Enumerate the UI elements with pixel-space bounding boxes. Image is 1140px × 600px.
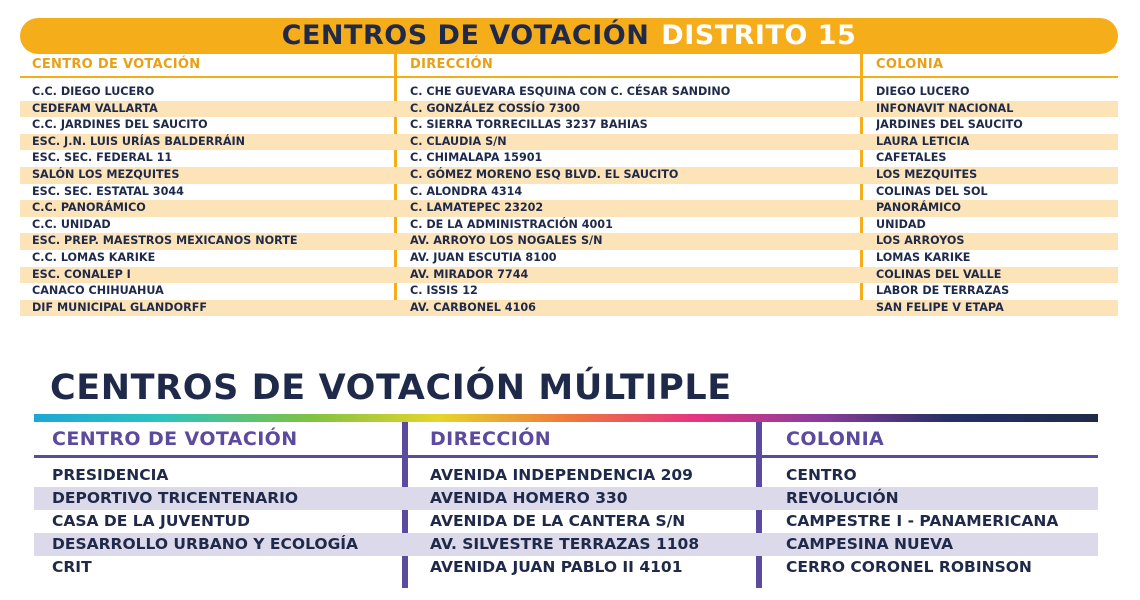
table-row [20, 233, 1118, 250]
cell-direccion: C. CHIMALAPA 15901 [410, 151, 543, 165]
cell-colonia: PANORÁMICO [876, 201, 961, 215]
multiple-header-colonia: COLONIA [786, 428, 885, 450]
table-row [20, 217, 1118, 234]
cell-direccion: AV. SILVESTRE TERRAZAS 1108 [430, 535, 700, 553]
cell-centro: C.C. PANORÁMICO [32, 201, 146, 215]
cell-centro: ESC. SEC. ESTATAL 3044 [32, 184, 184, 198]
cell-direccion: AVENIDA JUAN PABLO II 4101 [430, 558, 683, 576]
cell-direccion: AVENIDA DE LA CANTERA S/N [430, 512, 686, 530]
table-row [20, 184, 1118, 201]
cell-colonia: LOS ARROYOS [876, 234, 965, 248]
cell-direccion: C. LAMATEPEC 23202 [410, 201, 544, 215]
multiple-table [34, 422, 1098, 588]
distrito-title-main: CENTROS DE VOTACIÓN [281, 20, 650, 51]
cell-direccion: AV. ARROYO LOS NOGALES S/N [410, 234, 603, 248]
table-row [20, 150, 1118, 167]
cell-centro: PRESIDENCIA [52, 466, 169, 484]
table-row [20, 200, 1118, 217]
cell-colonia: UNIDAD [876, 217, 926, 231]
table-row [20, 117, 1118, 134]
cell-colonia: CENTRO [786, 466, 857, 484]
distrito-header-centro: CENTRO DE VOTACIÓN [32, 57, 201, 72]
cell-direccion: AV. MIRADOR 7744 [410, 267, 529, 281]
cell-colonia: REVOLUCIÓN [786, 489, 899, 507]
cell-centro: DIF MUNICIPAL GLANDORFF [32, 300, 207, 314]
cell-direccion: AVENIDA HOMERO 330 [430, 489, 628, 507]
table-row [34, 487, 1098, 510]
cell-direccion: AV. JUAN ESCUTIA 8100 [410, 250, 557, 264]
cell-colonia: COLINAS DEL VALLE [876, 267, 1002, 281]
cell-centro: CANACO CHIHUAHUA [32, 284, 164, 298]
multiple-table-body [34, 464, 1098, 579]
cell-centro: C.C. UNIDAD [32, 217, 111, 231]
cell-centro: C.C. LOMAS KARIKE [32, 250, 156, 264]
distrito-table [20, 54, 1118, 316]
cell-colonia: SAN FELIPE V ETAPA [876, 300, 1004, 314]
cell-colonia: LAURA LETICIA [876, 134, 970, 148]
cell-centro: ESC. J.N. LUIS URÍAS BALDERRÁIN [32, 134, 246, 148]
cell-direccion: C. GONZÁLEZ COSSÍO 7300 [410, 101, 580, 115]
table-row [34, 556, 1098, 579]
distrito-title-banner [20, 18, 1118, 54]
cell-centro: ESC. CONALEP I [32, 267, 131, 281]
multiple-header-centro: CENTRO DE VOTACIÓN [52, 428, 298, 450]
table-row [20, 267, 1118, 284]
cell-centro: ESC. PREP. MAESTROS MEXICANOS NORTE [32, 234, 298, 248]
multiple-title: CENTROS DE VOTACIÓN MÚLTIPLE [50, 368, 732, 408]
cell-colonia: CAMPESINA NUEVA [786, 535, 954, 553]
cell-colonia: CERRO CORONEL ROBINSON [786, 558, 1032, 576]
table-row [34, 533, 1098, 556]
table-row [20, 283, 1118, 300]
cell-direccion: AV. CARBONEL 4106 [410, 300, 536, 314]
cell-direccion: C. ISSIS 12 [410, 284, 478, 298]
distrito-title-accent: DISTRITO 15 [661, 20, 857, 51]
table-row [20, 84, 1118, 101]
cell-direccion: C. CLAUDIA S/N [410, 134, 507, 148]
cell-direccion: AVENIDA INDEPENDENCIA 209 [430, 466, 693, 484]
table-row [20, 167, 1118, 184]
cell-direccion: C. GÓMEZ MORENO ESQ BLVD. EL SAUCITO [410, 167, 679, 181]
cell-centro: CEDEFAM VALLARTA [32, 101, 158, 115]
cell-direccion: C. CHE GUEVARA ESQUINA CON C. CÉSAR SANDINO [410, 85, 731, 98]
cell-colonia: CAFETALES [876, 151, 947, 165]
table-row [20, 250, 1118, 267]
distrito-table-header [20, 54, 1118, 78]
distrito-header-direccion: DIRECCIÓN [410, 57, 494, 72]
multiple-table-header [34, 422, 1098, 458]
cell-colonia: CAMPESTRE I - PANAMERICANA [786, 512, 1059, 530]
cell-centro: CRIT [52, 558, 92, 576]
cell-colonia: LABOR DE TERRAZAS [876, 284, 1010, 298]
cell-centro: DEPORTIVO TRICENTENARIO [52, 489, 299, 507]
cell-direccion: C. DE LA ADMINISTRACIÓN 4001 [410, 217, 613, 231]
cell-centro: SALÓN LOS MEZQUITES [32, 167, 180, 181]
cell-colonia: COLINAS DEL SOL [876, 184, 988, 198]
cell-centro: C.C. DIEGO LUCERO [32, 85, 155, 98]
table-row [20, 101, 1118, 118]
cell-colonia: DIEGO LUCERO [876, 85, 970, 98]
cell-centro: ESC. SEC. FEDERAL 11 [32, 151, 173, 165]
cell-direccion: C. ALONDRA 4314 [410, 184, 523, 198]
table-row [34, 510, 1098, 533]
cell-colonia: LOS MEZQUITES [876, 167, 978, 181]
cell-centro: C.C. JARDINES DEL SAUCITO [32, 118, 208, 132]
rainbow-divider [34, 414, 1098, 422]
distrito-header-colonia: COLONIA [876, 57, 944, 72]
table-row [20, 300, 1118, 317]
distrito-title [282, 18, 857, 54]
cell-colonia: INFONAVIT NACIONAL [876, 101, 1014, 115]
table-row [20, 134, 1118, 151]
table-row [34, 464, 1098, 487]
cell-colonia: LOMAS KARIKE [876, 250, 971, 264]
cell-centro: CASA DE LA JUVENTUD [52, 512, 250, 530]
cell-colonia: JARDINES DEL SAUCITO [876, 118, 1023, 132]
cell-centro: DESARROLLO URBANO Y ECOLOGÍA [52, 535, 359, 553]
multiple-header-direccion: DIRECCIÓN [430, 428, 552, 450]
cell-direccion: C. SIERRA TORRECILLAS 3237 BAHIAS [410, 118, 648, 132]
distrito-table-body [20, 84, 1118, 316]
